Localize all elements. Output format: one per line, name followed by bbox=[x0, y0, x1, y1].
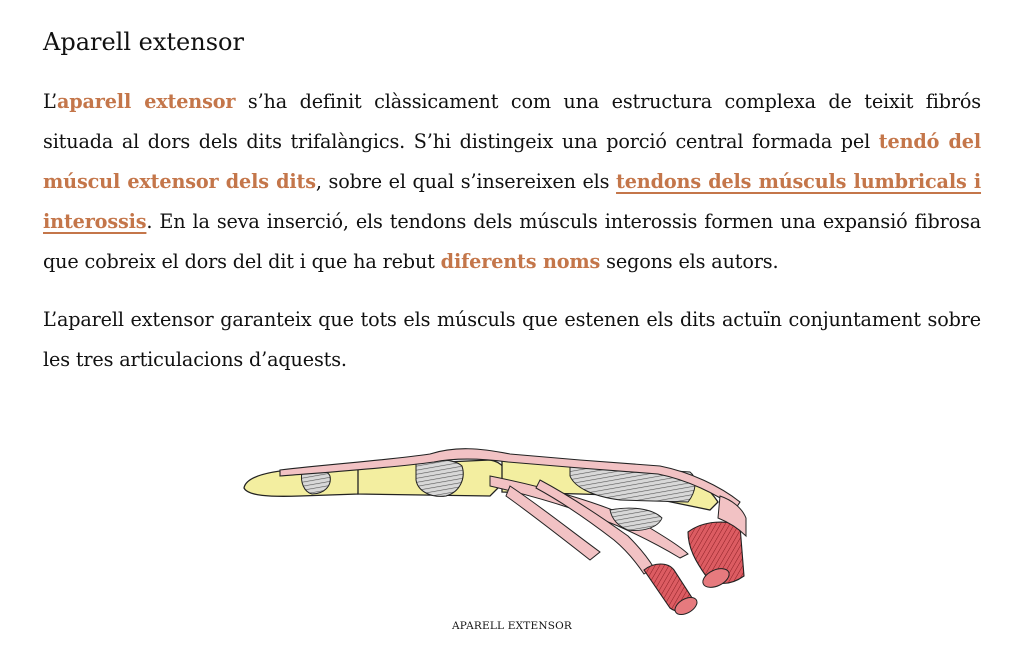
text-segment: s’ha definit clàssicament com una estructura complexa de teixit fibrós situada al dors dels dits trifalàngics. S’hi distingeix una porció central formada pel bbox=[43, 90, 981, 153]
link-tendons-lumbricals[interactable]: tendons dels músculs lumbricals i interossis bbox=[43, 170, 982, 233]
paragraph-1 bbox=[43, 82, 981, 282]
text-segment: L’ bbox=[43, 90, 57, 113]
page-title: Aparell extensor bbox=[43, 28, 244, 56]
text-segment: . En la seva inserció, els tendons dels músculs interossis formen una expansió fibrosa que cobreix el dors del dit i que ha rebut bbox=[43, 210, 981, 273]
proximal-joint-ligament bbox=[416, 460, 463, 497]
finger-anatomy-illustration bbox=[240, 436, 750, 616]
text-segment: segons els autors. bbox=[600, 250, 779, 273]
link-tendo-extensor[interactable]: tendó del múscul extensor dels dits bbox=[43, 130, 982, 193]
link-aparell-extensor[interactable]: aparell extensor bbox=[56, 90, 236, 113]
link-diferents-noms[interactable]: diferents noms bbox=[440, 250, 601, 273]
text-segment: , sobre el qual s’insereixen els bbox=[315, 170, 617, 193]
figure-caption: APARELL EXTENSOR bbox=[451, 620, 573, 632]
fibrous-sheath bbox=[610, 508, 662, 530]
paragraph-2: L’aparell extensor garanteix que tots els músculs que estenen els dits actuïn conjuntament sobre les tres articulacions d’aquests. bbox=[43, 308, 981, 371]
